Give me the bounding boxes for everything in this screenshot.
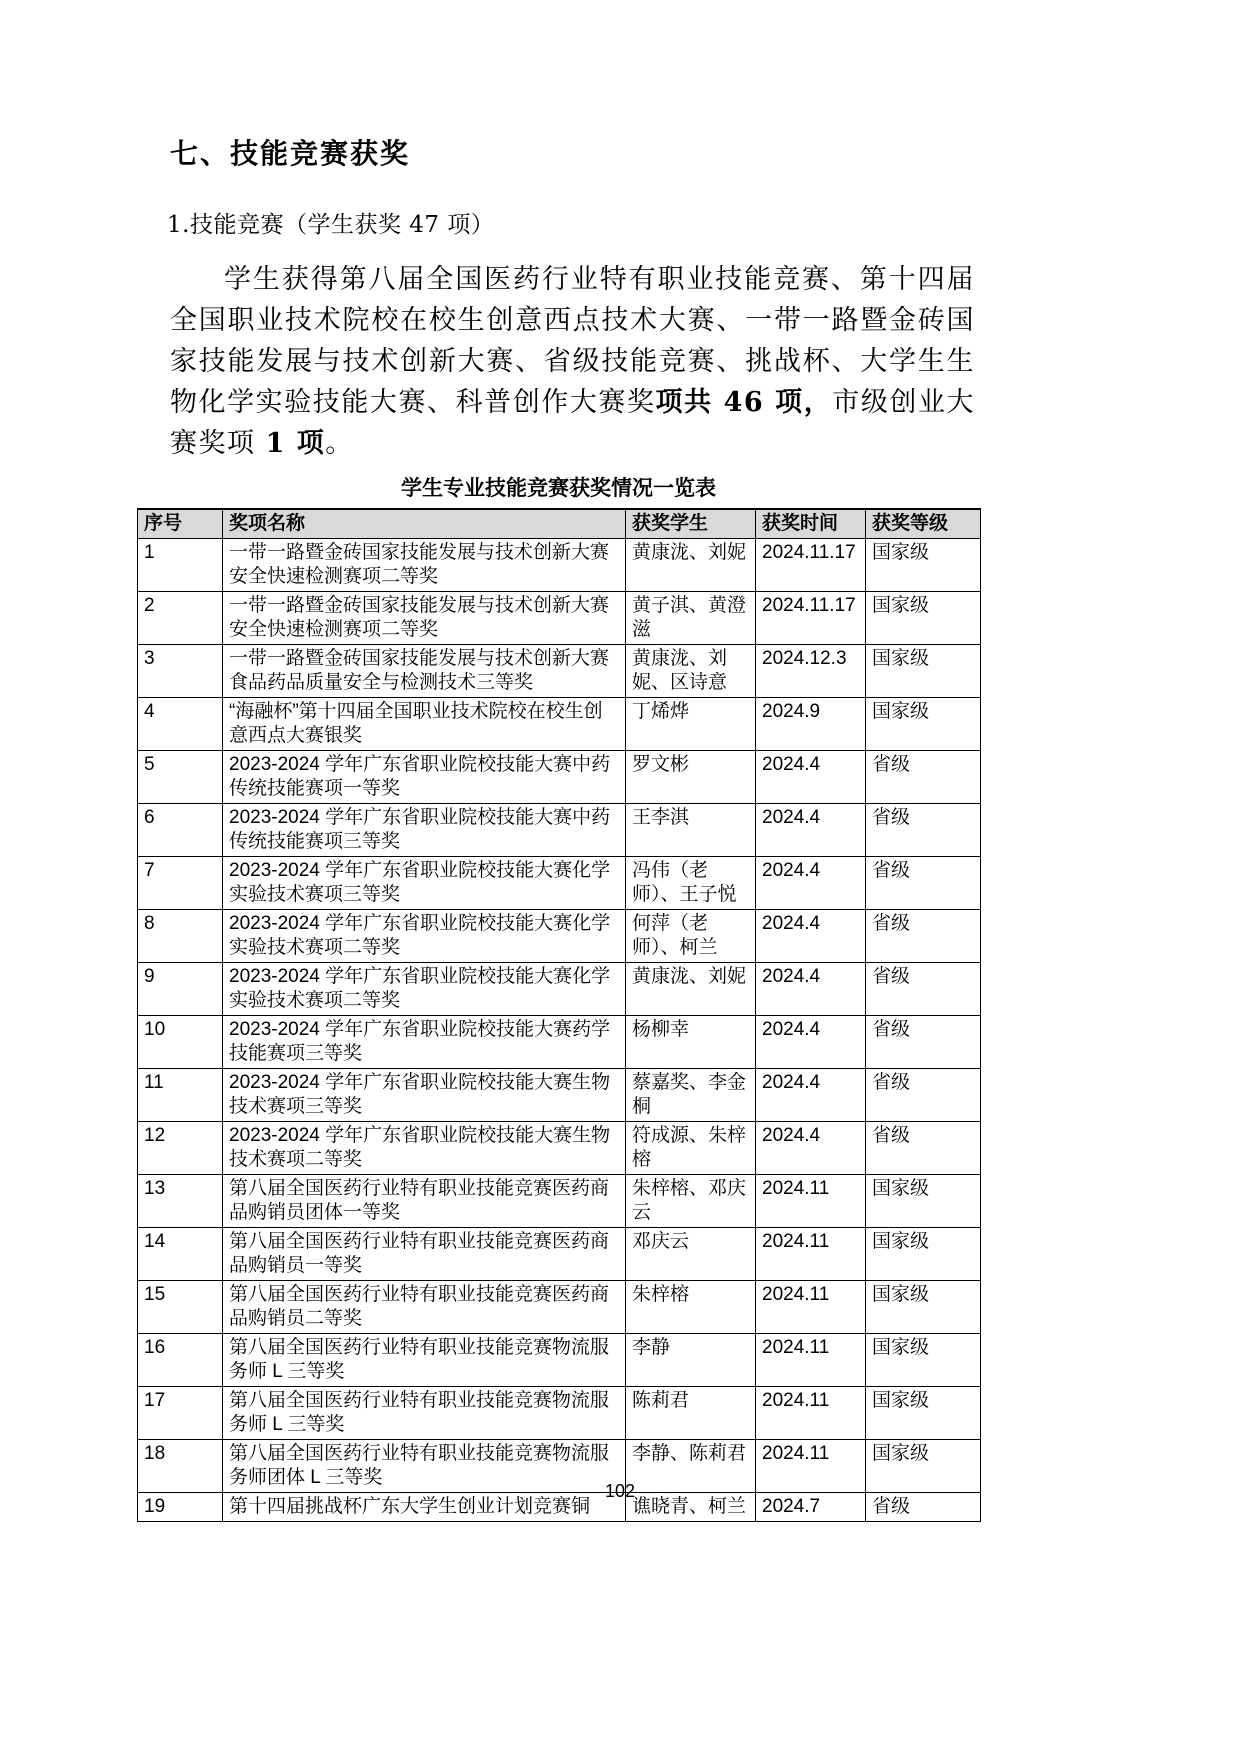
table-cell: 6 <box>138 804 223 857</box>
page-number: 102 <box>604 1481 636 1501</box>
table-cell: 国家级 <box>866 698 981 751</box>
table-cell: 16 <box>138 1334 223 1387</box>
table-cell: 朱梓榕 <box>626 1281 756 1334</box>
table-row <box>138 1387 981 1440</box>
table-cell: 2 <box>138 592 223 645</box>
table-cell: 何萍（老师）、柯兰 <box>626 910 756 963</box>
subsection-heading: 1.技能竞赛（学生获奖 47 项） <box>167 212 495 238</box>
table-cell: 2024.11.17 <box>756 539 866 592</box>
table-cell: 9 <box>138 963 223 1016</box>
table-cell: 2023-2024 学年广东省职业院校技能大赛化学实验技术赛项二等奖 <box>223 910 626 963</box>
table-cell: 省级 <box>866 1069 981 1122</box>
table-cell: 15 <box>138 1281 223 1334</box>
table-row <box>138 1122 981 1175</box>
table-cell: 国家级 <box>866 1281 981 1334</box>
table-row <box>138 963 981 1016</box>
table-cell: 2023-2024 学年广东省职业院校技能大赛药学技能赛项三等奖 <box>223 1016 626 1069</box>
table-cell: 2024.11.17 <box>756 592 866 645</box>
column-header: 奖项名称 <box>223 509 626 539</box>
table-cell: 朱梓榕、邓庆云 <box>626 1175 756 1228</box>
table-cell: 黄康泷、刘妮 <box>626 963 756 1016</box>
table-cell: 2023-2024 学年广东省职业院校技能大赛中药传统技能赛项一等奖 <box>223 751 626 804</box>
table-cell: 国家级 <box>866 539 981 592</box>
table-cell: 2024.4 <box>756 1122 866 1175</box>
table-cell: 2024.4 <box>756 804 866 857</box>
intro-text-bold: 项共 46 项， <box>655 387 833 418</box>
table-row <box>138 1334 981 1387</box>
table-cell: 17 <box>138 1387 223 1440</box>
table-cell: 第八届全国医药行业特有职业技能竞赛物流服务师 L 三等奖 <box>223 1334 626 1387</box>
awards-table <box>137 508 981 1522</box>
document-content <box>137 132 980 1522</box>
table-row <box>138 1175 981 1228</box>
table-cell: 2024.11 <box>756 1387 866 1440</box>
intro-paragraph <box>170 259 975 464</box>
table-cell: 8 <box>138 910 223 963</box>
column-header: 序号 <box>138 509 223 539</box>
table-row <box>138 539 981 592</box>
table-cell: 第八届全国医药行业特有职业技能竞赛医药商品购销员团体一等奖 <box>223 1175 626 1228</box>
table-cell: 2024.4 <box>756 910 866 963</box>
table-cell: 2024.4 <box>756 751 866 804</box>
table-cell: 2023-2024 学年广东省职业院校技能大赛生物技术赛项三等奖 <box>223 1069 626 1122</box>
table-cell: 10 <box>138 1016 223 1069</box>
table-cell: 省级 <box>866 910 981 963</box>
table-cell: 2023-2024 学年广东省职业院校技能大赛化学实验技术赛项三等奖 <box>223 857 626 910</box>
table-cell: 省级 <box>866 751 981 804</box>
table-cell: 国家级 <box>866 645 981 698</box>
table-title: 学生专业技能竞赛获奖情况一览表 <box>401 477 716 500</box>
table-cell: 省级 <box>866 857 981 910</box>
table-row <box>138 857 981 910</box>
table-row <box>138 1281 981 1334</box>
table-cell: 18 <box>138 1440 223 1493</box>
table-row <box>138 1228 981 1281</box>
table-cell: 14 <box>138 1228 223 1281</box>
table-row <box>138 1016 981 1069</box>
table-cell: 邓庆云 <box>626 1228 756 1281</box>
table-cell: 4 <box>138 698 223 751</box>
table-cell: 2024.7 <box>756 1493 866 1522</box>
table-cell: 王李淇 <box>626 804 756 857</box>
table-cell: 黄康泷、刘妮 <box>626 539 756 592</box>
table-cell: 7 <box>138 857 223 910</box>
table-cell: 省级 <box>866 963 981 1016</box>
table-cell: 3 <box>138 645 223 698</box>
table-cell: 一带一路暨金砖国家技能发展与技术创新大赛安全快速检测赛项二等奖 <box>223 539 626 592</box>
table-cell: 国家级 <box>866 1387 981 1440</box>
table-cell: 第八届全国医药行业特有职业技能竞赛医药商品购销员一等奖 <box>223 1228 626 1281</box>
table-cell: 2023-2024 学年广东省职业院校技能大赛化学实验技术赛项二等奖 <box>223 963 626 1016</box>
table-cell: 陈莉君 <box>626 1387 756 1440</box>
table-row <box>138 804 981 857</box>
intro-text-bold: 1 项 <box>265 428 326 459</box>
section-heading: 七、技能竞赛获奖 <box>170 137 411 170</box>
table-cell: 13 <box>138 1175 223 1228</box>
table-cell: 一带一路暨金砖国家技能发展与技术创新大赛安全快速检测赛项二等奖 <box>223 592 626 645</box>
table-cell: 2024.11 <box>756 1281 866 1334</box>
table-header-row <box>138 509 981 539</box>
table-cell: 罗文彬 <box>626 751 756 804</box>
table-row <box>138 1069 981 1122</box>
table-cell: 2024.4 <box>756 1016 866 1069</box>
table-cell: 2024.4 <box>756 963 866 1016</box>
table-cell: 国家级 <box>866 1334 981 1387</box>
table-cell: 11 <box>138 1069 223 1122</box>
table-cell: 2024.11 <box>756 1440 866 1493</box>
table-cell: 第八届全国医药行业特有职业技能竞赛物流服务师团体 L 三等奖 <box>223 1440 626 1493</box>
intro-text: 学生获得第八届全国医药行业特有职业技能竞赛、第十四届全国职业技术院校在校生创意西点技术大赛、一带一路暨金砖国家技能发展与技术创新大赛、省级技能竞赛、挑战杯、大学生生物化学实验技能大赛、科普创作大赛奖 <box>170 264 975 418</box>
table-row <box>138 645 981 698</box>
table-cell: 省级 <box>866 804 981 857</box>
table-cell: 2024.11 <box>756 1334 866 1387</box>
table-cell: 省级 <box>866 1122 981 1175</box>
table-cell: 丁烯烨 <box>626 698 756 751</box>
table-cell: 省级 <box>866 1493 981 1522</box>
table-cell: 第八届全国医药行业特有职业技能竞赛物流服务师 L 三等奖 <box>223 1387 626 1440</box>
table-cell: 李静、陈莉君 <box>626 1440 756 1493</box>
table-cell: 第十四届挑战杯广东大学生创业计划竞赛铜 <box>223 1493 626 1522</box>
table-cell: 2024.9 <box>756 698 866 751</box>
table-cell: 2024.11 <box>756 1175 866 1228</box>
intro-text: 。 <box>325 428 354 459</box>
table-cell: 黄康泷、刘妮、区诗意 <box>626 645 756 698</box>
table-cell: 2024.4 <box>756 1069 866 1122</box>
table-cell: 5 <box>138 751 223 804</box>
table-cell: 第八届全国医药行业特有职业技能竞赛医药商品购销员二等奖 <box>223 1281 626 1334</box>
table-cell: 蔡嘉奖、李金桐 <box>626 1069 756 1122</box>
intro-text: 市级创业大赛奖项 <box>170 387 976 459</box>
table-cell: 符成源、朱梓榕 <box>626 1122 756 1175</box>
table-row <box>138 751 981 804</box>
table-cell: 杨柳幸 <box>626 1016 756 1069</box>
table-cell: 19 <box>138 1493 223 1522</box>
column-header: 获奖等级 <box>866 509 981 539</box>
table-cell: 2023-2024 学年广东省职业院校技能大赛中药传统技能赛项三等奖 <box>223 804 626 857</box>
table-cell: 1 <box>138 539 223 592</box>
table-cell: 一带一路暨金砖国家技能发展与技术创新大赛食品药品质量安全与检测技术三等奖 <box>223 645 626 698</box>
table-cell: 12 <box>138 1122 223 1175</box>
table-row <box>138 698 981 751</box>
table-cell: 国家级 <box>866 1440 981 1493</box>
table-row <box>138 910 981 963</box>
column-header: 获奖时间 <box>756 509 866 539</box>
table-cell: 李静 <box>626 1334 756 1387</box>
table-cell: 谯晓青、柯兰 <box>626 1493 756 1522</box>
table-cell: 国家级 <box>866 1175 981 1228</box>
table-cell: 国家级 <box>866 1228 981 1281</box>
table-cell: 省级 <box>866 1016 981 1069</box>
table-row <box>138 592 981 645</box>
table-cell: 国家级 <box>866 592 981 645</box>
table-cell: 冯伟（老师）、王子悦 <box>626 857 756 910</box>
table-cell: 2024.4 <box>756 857 866 910</box>
table-cell: 2024.12.3 <box>756 645 866 698</box>
table-cell: “海融杯”第十四届全国职业技术院校在校生创意西点大赛银奖 <box>223 698 626 751</box>
table-cell: 黄子淇、黄澄滋 <box>626 592 756 645</box>
table-cell: 2023-2024 学年广东省职业院校技能大赛生物技术赛项二等奖 <box>223 1122 626 1175</box>
table-cell: 2024.11 <box>756 1228 866 1281</box>
column-header: 获奖学生 <box>626 509 756 539</box>
